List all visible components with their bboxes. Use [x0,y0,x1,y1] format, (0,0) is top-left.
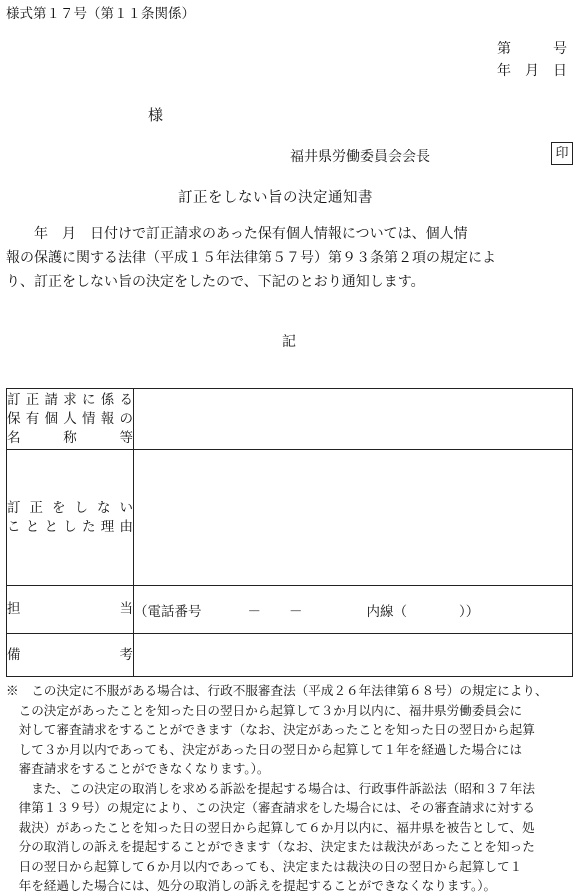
body-line: り、訂正をしない旨の決定をしたので、下記のとおり通知します。 [6,274,425,290]
body-line: 年 月 日付けで訂正請求のあった保有個人情報については、個人情 [6,226,468,242]
date-line: 年 月 日 [497,63,567,79]
label-line: 訂正をしない [7,499,133,516]
extension-close: ）） [459,603,480,620]
note-line: 日の翌日から起算して６か月以内であっても、決定または裁決の日の翌日から起算して１ [6,858,523,874]
label-char: 担 [7,601,21,617]
table-row-contact [7,586,573,634]
table-row-reason [7,450,573,586]
extension-label: 内線（ [366,603,407,620]
notification-body [6,222,574,294]
note-line: 対して審査請求をすることができます（なお、決定があったことを知った日の翌日から起算 [6,722,535,737]
label-line: こととした理由 [7,518,133,535]
label-line: 保有個人情報の [7,410,133,427]
notes-section [6,681,576,896]
document-title: 訂正をしない旨の決定通知書 [178,190,373,206]
label-line: 訂正請求に係る [7,391,133,408]
table-row-remarks [7,634,573,677]
label-char: 備 [7,646,21,663]
ki-heading: 記 [282,334,296,350]
details-table [6,388,573,677]
body-line: 報の保護に関する法律（平成１５年法律第５７号）第９３条第２項の規定によ [6,250,496,266]
note-line: 律第１３９号）の規定により、この決定（審査請求をした場合には、その審査請求に対する [6,800,535,815]
seal-mark: 印 [551,142,573,165]
label-char: 名 [7,429,21,446]
phone-dash: － [289,603,303,620]
phone-label: （電話番号 [134,603,202,620]
note-line: 審査請求をすることができなくなります。）。 [6,761,270,776]
value-contact [134,586,573,634]
note-line: 裁決）があったことを知った日の翌日から起算して６か月以内に、福井県を被告として、処 [6,819,535,835]
label-char: 考 [119,646,133,663]
value-information-name [134,389,573,450]
table-row-information-name [7,389,573,450]
document-number-line: 第 号 [497,41,567,57]
phone-dash: － [247,603,261,620]
label-line [7,600,133,619]
label-line [7,646,133,665]
note-line: 分の取消しの訴えを提起することができます（なお、決定または裁決があったことを知った [6,839,535,854]
form-number: 様式第１７号（第１１条関係） [6,6,195,22]
label-remarks [7,634,134,677]
value-reason [134,450,573,586]
sender-name: 福井県労働委員会会長 [290,149,430,165]
note-line: この決定があったことを知った日の翌日から起算して３か月以内に、福井県労働委員会に [6,702,523,718]
note-line: ※ この決定に不服がある場合は、行政不服審査法（平成２６年法律第６８号）の規定により、 [6,683,548,698]
value-remarks [134,634,573,677]
note-line: して３か月以内であっても、決定があった日の翌日から起算して１年を経過した場合には [6,741,523,757]
addressee-honorific: 様 [148,106,164,124]
label-line [7,429,133,448]
phone-line [134,600,572,620]
label-char: 等 [119,429,133,446]
label-contact [7,586,134,634]
label-char: 称 [63,429,77,446]
label-char: 当 [119,601,133,617]
label-reason [7,450,134,586]
note-line: 年を経過した場合には、処分の取消しの訴えを提起することができなくなります。）。 [6,878,497,893]
label-information-name [7,389,134,450]
note-line: また、この決定の取消しを求める訴訟を提起する場合は、行政事件訴訟法（昭和３７年法 [6,780,535,796]
